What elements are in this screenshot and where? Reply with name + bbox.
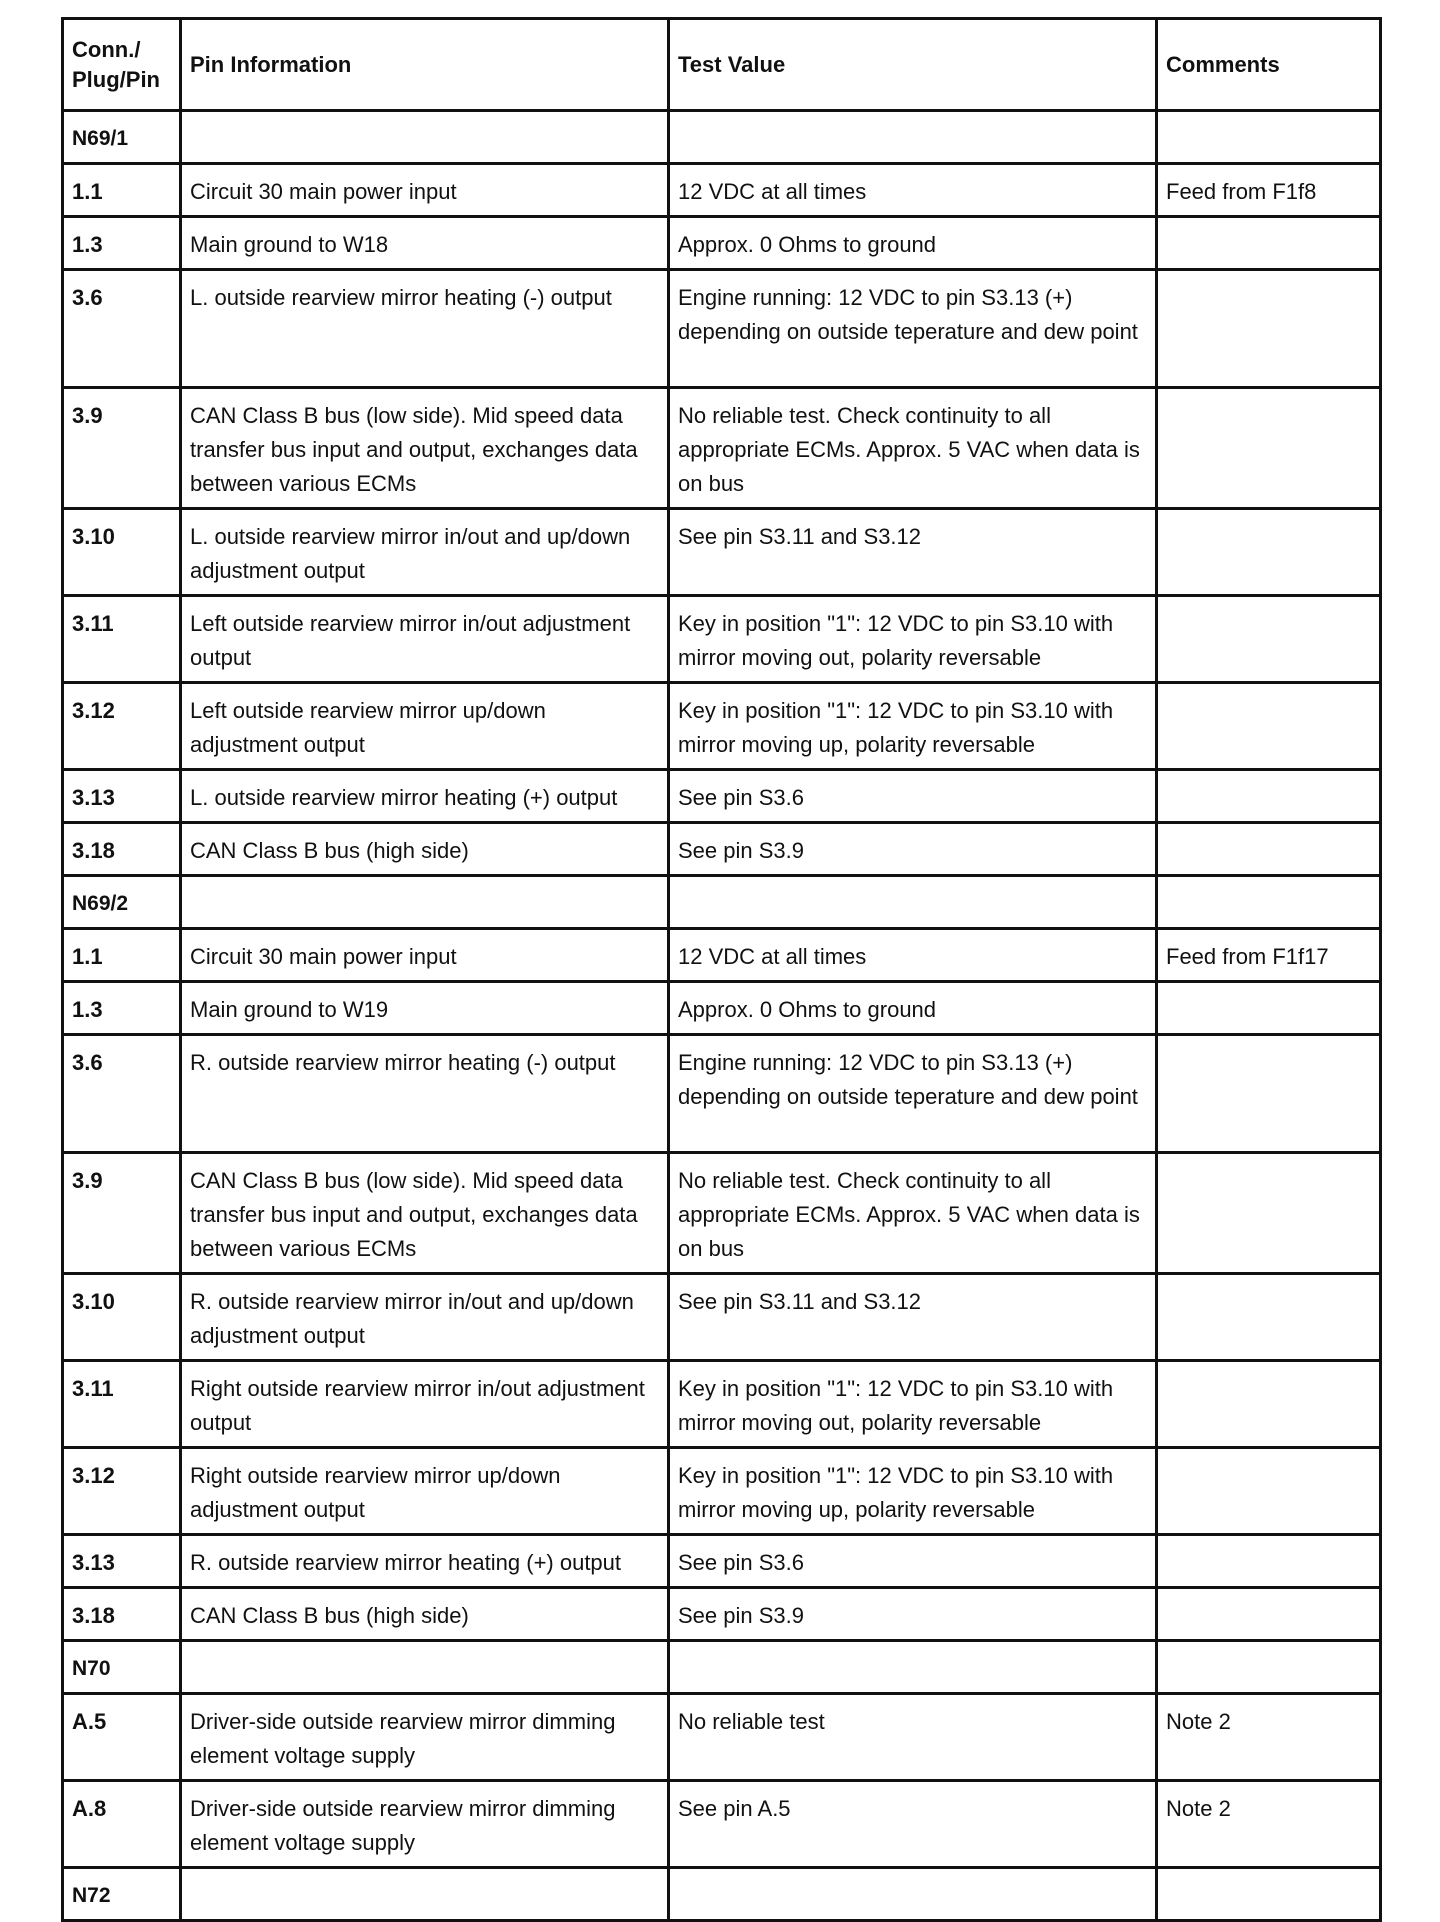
header-comments — [1157, 19, 1381, 111]
pin-info-cell — [181, 596, 669, 683]
pin-cell — [63, 683, 181, 770]
pin-info-cell — [181, 1868, 669, 1921]
connector-row — [63, 1641, 1381, 1694]
pin-info-cell-text: CAN Class B bus (low side). Mid speed data transfer bus input and output, exchanges data between various ECMs — [190, 1168, 638, 1261]
test-value-cell — [669, 1361, 1157, 1448]
table-row — [63, 1274, 1381, 1361]
header-row — [63, 19, 1381, 111]
test-value-cell-text: Key in position "1": 12 VDC to pin S3.10 with mirror moving up, polarity reversable — [678, 698, 1114, 757]
pin-cell — [63, 111, 181, 164]
test-value-cell-text: See pin S3.9 — [678, 1603, 804, 1628]
comments-cell — [1157, 270, 1381, 388]
comments-cell — [1157, 1868, 1381, 1921]
pin-info-cell-text: CAN Class B bus (high side) — [190, 1603, 469, 1628]
pin-cell — [63, 270, 181, 388]
pin-cell-text: 3.18 — [72, 838, 115, 863]
pin-info-cell — [181, 111, 669, 164]
pin-table-body — [63, 111, 1381, 1921]
table-row — [63, 388, 1381, 509]
pin-info-cell-text: Main ground to W18 — [190, 232, 389, 257]
pin-cell-text: N72 — [72, 1884, 111, 1907]
table-row — [63, 1588, 1381, 1641]
test-value-cell — [669, 1641, 1157, 1694]
pin-cell — [63, 1274, 181, 1361]
pin-info-cell — [181, 1035, 669, 1153]
test-value-cell-text: Approx. 0 Ohms to ground — [678, 997, 937, 1022]
test-value-cell-text: No reliable test. Check continuity to all appropriate ECMs. Approx. 5 VAC when data is on bus — [678, 1168, 1140, 1261]
pin-cell — [63, 217, 181, 270]
table-row — [63, 1361, 1381, 1448]
pin-cell — [63, 823, 181, 876]
header-label: Pin Information — [190, 51, 352, 77]
pin-info-cell — [181, 876, 669, 929]
pin-cell — [63, 876, 181, 929]
pin-info-cell-text: CAN Class B bus (low side). Mid speed data transfer bus input and output, exchanges data between various ECMs — [190, 403, 638, 496]
pin-info-cell — [181, 509, 669, 596]
comments-cell — [1157, 823, 1381, 876]
test-value-cell — [669, 1588, 1157, 1641]
test-value-cell — [669, 1694, 1157, 1781]
comments-cell — [1157, 388, 1381, 509]
comments-cell — [1157, 929, 1381, 982]
pin-cell — [63, 770, 181, 823]
comments-cell — [1157, 1588, 1381, 1641]
pin-cell — [63, 596, 181, 683]
pin-cell-text: N69/2 — [72, 892, 129, 915]
pin-cell-text: 3.11 — [72, 1376, 114, 1401]
header-label: Conn./ Plug/Pin — [72, 36, 160, 92]
pin-info-cell — [181, 1361, 669, 1448]
pin-cell-text: A.5 — [72, 1709, 107, 1734]
connector-row — [63, 111, 1381, 164]
comments-cell — [1157, 770, 1381, 823]
pin-cell-text: 3.18 — [72, 1603, 115, 1628]
test-value-cell — [669, 1535, 1157, 1588]
pin-info-cell-text: L. outside rearview mirror in/out and up/down adjustment output — [190, 524, 631, 583]
connector-row — [63, 1868, 1381, 1921]
test-value-cell — [669, 1781, 1157, 1868]
pin-info-cell-text: Circuit 30 main power input — [190, 944, 457, 969]
pin-info-cell — [181, 683, 669, 770]
pin-info-cell — [181, 1153, 669, 1274]
pin-cell — [63, 1153, 181, 1274]
test-value-cell-text: See pin A.5 — [678, 1796, 791, 1821]
test-value-cell-text: See pin S3.11 and S3.12 — [678, 524, 922, 549]
comments-cell-text: Note 2 — [1166, 1796, 1231, 1821]
pin-cell-text: N70 — [72, 1657, 111, 1680]
pin-cell — [63, 509, 181, 596]
pin-cell-text: A.8 — [72, 1796, 107, 1821]
pin-info-cell — [181, 270, 669, 388]
pin-cell — [63, 929, 181, 982]
pin-table — [61, 17, 1382, 1922]
comments-cell — [1157, 1361, 1381, 1448]
comments-cell — [1157, 111, 1381, 164]
pin-info-cell — [181, 770, 669, 823]
test-value-cell-text: Approx. 0 Ohms to ground — [678, 232, 937, 257]
comments-cell — [1157, 164, 1381, 217]
pin-cell — [63, 388, 181, 509]
test-value-cell — [669, 823, 1157, 876]
pin-cell — [63, 1641, 181, 1694]
test-value-cell — [669, 164, 1157, 217]
comments-cell — [1157, 509, 1381, 596]
pin-info-cell-text: R. outside rearview mirror heating (-) output — [190, 1050, 616, 1075]
connector-row — [63, 876, 1381, 929]
pin-info-cell-text: Left outside rearview mirror in/out adjustment output — [190, 611, 631, 670]
test-value-cell-text: Engine running: 12 VDC to pin S3.13 (+) depending on outside teperature and dew point — [678, 1050, 1138, 1109]
pin-info-cell — [181, 823, 669, 876]
table-row — [63, 164, 1381, 217]
pin-cell-text: 1.1 — [72, 179, 103, 204]
pin-cell — [63, 164, 181, 217]
table-row — [63, 929, 1381, 982]
test-value-cell-text: See pin S3.11 and S3.12 — [678, 1289, 922, 1314]
comments-cell — [1157, 1694, 1381, 1781]
pin-info-cell-text: Circuit 30 main power input — [190, 179, 457, 204]
table-row — [63, 1535, 1381, 1588]
pin-info-cell — [181, 164, 669, 217]
comments-cell — [1157, 1448, 1381, 1535]
pin-cell-text: 3.9 — [72, 1168, 103, 1193]
test-value-cell — [669, 982, 1157, 1035]
test-value-cell — [669, 1274, 1157, 1361]
table-row — [63, 823, 1381, 876]
comments-cell — [1157, 1153, 1381, 1274]
comments-cell — [1157, 1641, 1381, 1694]
pin-info-cell-text: Right outside rearview mirror up/down adjustment output — [190, 1463, 561, 1522]
test-value-cell — [669, 770, 1157, 823]
pin-cell-text: 3.13 — [72, 1550, 115, 1575]
test-value-cell-text: Key in position "1": 12 VDC to pin S3.10 with mirror moving out, polarity reversable — [678, 1376, 1114, 1435]
test-value-cell — [669, 509, 1157, 596]
pin-cell-text: 3.6 — [72, 285, 103, 310]
comments-cell — [1157, 596, 1381, 683]
comments-cell — [1157, 1535, 1381, 1588]
test-value-cell-text: See pin S3.6 — [678, 785, 804, 810]
table-row — [63, 1153, 1381, 1274]
table-row — [63, 509, 1381, 596]
pin-info-cell-text: Main ground to W19 — [190, 997, 389, 1022]
pin-info-cell — [181, 1781, 669, 1868]
test-value-cell-text: See pin S3.6 — [678, 1550, 804, 1575]
comments-cell — [1157, 683, 1381, 770]
header-test-value — [669, 19, 1157, 111]
test-value-cell-text: Key in position "1": 12 VDC to pin S3.10 with mirror moving up, polarity reversable — [678, 1463, 1114, 1522]
table-row — [63, 770, 1381, 823]
comments-cell — [1157, 982, 1381, 1035]
test-value-cell-text: 12 VDC at all times — [678, 179, 867, 204]
pin-info-cell-text: Driver-side outside rearview mirror dimming element voltage supply — [190, 1796, 616, 1855]
pin-cell-text: 1.3 — [72, 997, 103, 1022]
test-value-cell — [669, 270, 1157, 388]
pin-info-cell — [181, 1641, 669, 1694]
test-value-cell — [669, 1868, 1157, 1921]
test-value-cell — [669, 1035, 1157, 1153]
header-pin-information — [181, 19, 669, 111]
pin-cell — [63, 1448, 181, 1535]
test-value-cell — [669, 929, 1157, 982]
pin-table-header — [63, 19, 1381, 111]
pin-cell-text: 1.1 — [72, 944, 103, 969]
pin-info-cell — [181, 929, 669, 982]
pin-info-cell-text: Left outside rearview mirror up/down adjustment output — [190, 698, 546, 757]
test-value-cell — [669, 683, 1157, 770]
test-value-cell — [669, 876, 1157, 929]
pin-cell-text: 3.9 — [72, 403, 103, 428]
header-conn-plug-pin — [63, 19, 181, 111]
pin-info-cell-text: R. outside rearview mirror in/out and up/down adjustment output — [190, 1289, 634, 1348]
comments-cell-text: Note 2 — [1166, 1709, 1231, 1734]
pin-cell-text: N69/1 — [72, 127, 129, 150]
pin-info-cell — [181, 1448, 669, 1535]
pin-info-cell — [181, 1694, 669, 1781]
table-row — [63, 1035, 1381, 1153]
header-label: Comments — [1166, 51, 1280, 77]
comments-cell — [1157, 217, 1381, 270]
pin-info-cell-text: R. outside rearview mirror heating (+) output — [190, 1550, 622, 1575]
table-row — [63, 270, 1381, 388]
test-value-cell — [669, 1448, 1157, 1535]
comments-cell — [1157, 1274, 1381, 1361]
pin-info-cell — [181, 1588, 669, 1641]
test-value-cell-text: Engine running: 12 VDC to pin S3.13 (+) depending on outside teperature and dew point — [678, 285, 1138, 344]
test-value-cell — [669, 388, 1157, 509]
pin-cell — [63, 1694, 181, 1781]
test-value-cell — [669, 217, 1157, 270]
table-row — [63, 982, 1381, 1035]
test-value-cell — [669, 1153, 1157, 1274]
pin-info-cell-text: CAN Class B bus (high side) — [190, 838, 469, 863]
table-row — [63, 596, 1381, 683]
table-row — [63, 1448, 1381, 1535]
pin-cell-text: 3.12 — [72, 1463, 115, 1488]
pin-cell-text: 1.3 — [72, 232, 103, 257]
pin-cell-text: 3.11 — [72, 611, 114, 636]
pin-cell-text: 3.13 — [72, 785, 115, 810]
pin-info-cell-text: L. outside rearview mirror heating (+) output — [190, 785, 618, 810]
comments-cell — [1157, 876, 1381, 929]
pin-cell — [63, 1035, 181, 1153]
table-row — [63, 217, 1381, 270]
pin-cell-text: 3.10 — [72, 524, 115, 549]
test-value-cell-text: 12 VDC at all times — [678, 944, 867, 969]
pin-info-cell-text: Driver-side outside rearview mirror dimming element voltage supply — [190, 1709, 616, 1768]
header-label: Test Value — [678, 51, 786, 77]
pin-info-cell — [181, 217, 669, 270]
pin-info-cell-text: L. outside rearview mirror heating (-) output — [190, 285, 612, 310]
comments-cell-text: Feed from F1f8 — [1166, 179, 1317, 204]
table-row — [63, 1781, 1381, 1868]
test-value-cell — [669, 596, 1157, 683]
pin-cell — [63, 1588, 181, 1641]
pin-info-cell — [181, 388, 669, 509]
pin-info-cell — [181, 1535, 669, 1588]
pin-cell-text: 3.6 — [72, 1050, 103, 1075]
table-row — [63, 683, 1381, 770]
table-row — [63, 1694, 1381, 1781]
comments-cell — [1157, 1035, 1381, 1153]
pin-cell-text: 3.12 — [72, 698, 115, 723]
pin-cell — [63, 1361, 181, 1448]
pin-cell — [63, 1535, 181, 1588]
comments-cell-text: Feed from F1f17 — [1166, 944, 1329, 969]
test-value-cell-text: No reliable test. Check continuity to all appropriate ECMs. Approx. 5 VAC when data is on bus — [678, 403, 1140, 496]
test-value-cell-text: See pin S3.9 — [678, 838, 804, 863]
comments-cell — [1157, 1781, 1381, 1868]
pin-cell-text: 3.10 — [72, 1289, 115, 1314]
pin-info-cell — [181, 1274, 669, 1361]
pin-info-cell — [181, 982, 669, 1035]
test-value-cell — [669, 111, 1157, 164]
test-value-cell-text: No reliable test — [678, 1709, 825, 1734]
pin-info-cell-text: Right outside rearview mirror in/out adjustment output — [190, 1376, 645, 1435]
pin-cell — [63, 1781, 181, 1868]
pin-cell — [63, 1868, 181, 1921]
test-value-cell-text: Key in position "1": 12 VDC to pin S3.10 with mirror moving out, polarity reversable — [678, 611, 1114, 670]
pin-table-page — [61, 17, 1379, 1922]
pin-cell — [63, 982, 181, 1035]
